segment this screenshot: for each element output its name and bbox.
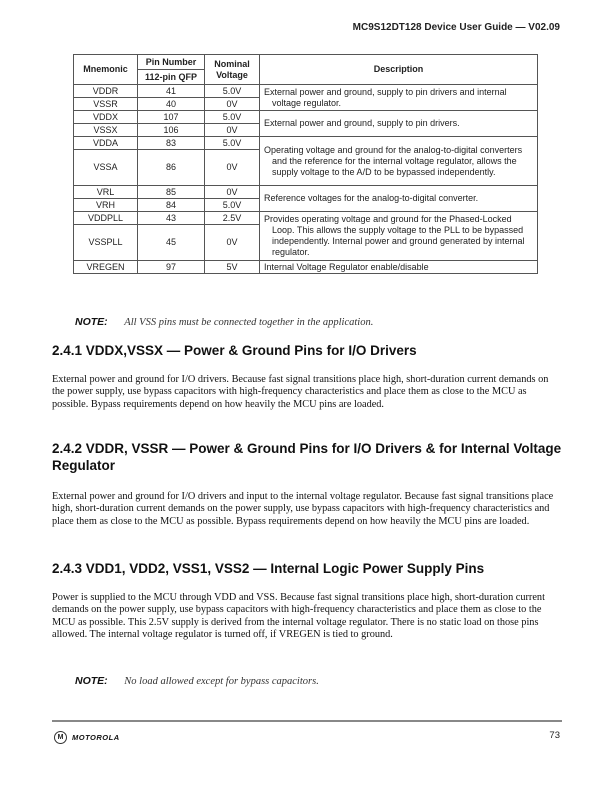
section-heading-2-4-2: 2.4.2 VDDR, VSSR — Power & Ground Pins for I/O Drivers & for Internal Voltage Regulator xyxy=(52,441,562,473)
running-header: MC9S12DT128 Device User Guide — V02.09 xyxy=(352,22,560,33)
cell-voltage: 5.0V xyxy=(205,137,260,150)
header-description: Description xyxy=(260,55,538,85)
cell-voltage: 2.5V xyxy=(205,212,260,225)
cell-voltage: 0V xyxy=(205,225,260,261)
description-text: External power and ground, supply to pin drivers and internal voltage regulator. xyxy=(264,86,507,108)
header-mnemonic: Mnemonic xyxy=(74,55,138,85)
table-row xyxy=(74,85,538,98)
description-text: Reference voltages for the analog-to-digital converter. xyxy=(264,193,479,203)
note-no-load xyxy=(75,675,319,687)
cell-mnemonic: VSSA xyxy=(74,150,138,186)
cell-voltage: 0V xyxy=(205,150,260,186)
cell-mnemonic: VDDPLL xyxy=(74,212,138,225)
note-text: All VSS pins must be connected together in the application. xyxy=(124,317,374,328)
cell-pin: 107 xyxy=(138,111,205,124)
cell-pin: 86 xyxy=(138,150,205,186)
cell-mnemonic: VDDX xyxy=(74,111,138,124)
cell-pin: 84 xyxy=(138,199,205,212)
cell-mnemonic: VDDA xyxy=(74,137,138,150)
cell-mnemonic: VRL xyxy=(74,186,138,199)
table-row xyxy=(74,137,538,150)
cell-pin: 40 xyxy=(138,98,205,111)
note-vss-pins xyxy=(75,316,373,328)
cell-description: Internal Voltage Regulator enable/disable xyxy=(260,261,538,274)
cell-description xyxy=(260,85,538,111)
table-row xyxy=(74,261,538,274)
cell-mnemonic: VSSPLL xyxy=(74,225,138,261)
power-pins-table xyxy=(73,54,538,274)
header-pin-number: Pin Number xyxy=(138,55,205,70)
description-text: Operating voltage and ground for the analog-to-digital converters and the reference for the internal voltage regulator, allows the supply voltage to the A/D to be bypassed independently. xyxy=(264,144,523,177)
cell-mnemonic: VREGEN xyxy=(74,261,138,274)
cell-voltage: 5.0V xyxy=(205,111,260,124)
section-body-2-4-3: Power is supplied to the MCU through VDD and VSS. Because fast signal transitions place high, short-duration current demands on the power supply, use bypass capacitors with high-frequency characteristics and place them as close to the MCU as possible. This 2.5V supply is derived from the internal voltage regulator. There is no static load on those pins allowed. The internal voltage regulator is turned off, if VREGEN is tied to ground. xyxy=(52,592,545,641)
section-body-2-4-1: External power and ground for I/O drivers. Because fast signal transitions place high, short-duration current demands on the power supply, use bypass capacitors with high-frequency characteristics and place them as close to the MCU as possible. Bypass requirements depend on how heavily the MCU pins are loaded. xyxy=(52,374,549,410)
section-heading-2-4-3: 2.4.3 VDD1, VDD2, VSS1, VSS2 — Internal Logic Power Supply Pins xyxy=(52,561,485,576)
cell-pin: 41 xyxy=(138,85,205,98)
footer-logo xyxy=(54,731,120,744)
cell-voltage: 0V xyxy=(205,98,260,111)
cell-description xyxy=(260,212,538,261)
footer-divider xyxy=(52,720,562,722)
cell-pin: 85 xyxy=(138,186,205,199)
cell-voltage: 5.0V xyxy=(205,199,260,212)
cell-description xyxy=(260,111,538,137)
page-number: 73 xyxy=(549,730,560,741)
cell-mnemonic: VSSR xyxy=(74,98,138,111)
note-text: No load allowed except for bypass capacitors. xyxy=(124,676,319,687)
cell-pin: 43 xyxy=(138,212,205,225)
header-pin-subtitle: 112-pin QFP xyxy=(138,70,205,85)
table-row xyxy=(74,186,538,199)
description-text: Provides operating voltage and ground for the Phased-Locked Loop. This allows the supply voltage to the PLL to be bypassed independently. Internal power and ground generated by internal regulator. xyxy=(264,214,525,257)
cell-pin: 97 xyxy=(138,261,205,274)
table-row xyxy=(74,212,538,225)
section-heading-2-4-1: 2.4.1 VDDX,VSSX — Power & Ground Pins for I/O Drivers xyxy=(52,343,417,358)
cell-voltage: 0V xyxy=(205,124,260,137)
cell-pin: 83 xyxy=(138,137,205,150)
description-text: External power and ground, supply to pin drivers. xyxy=(264,118,460,128)
cell-voltage: 5V xyxy=(205,261,260,274)
brand-name: MOTOROLA xyxy=(72,733,120,742)
header-nominal-voltage: Nominal Voltage xyxy=(205,55,260,85)
cell-description xyxy=(260,137,538,186)
cell-voltage: 5.0V xyxy=(205,85,260,98)
note-label: NOTE: xyxy=(75,316,108,328)
cell-pin: 106 xyxy=(138,124,205,137)
note-label: NOTE: xyxy=(75,675,108,687)
motorola-batwing-icon: M xyxy=(54,731,67,744)
cell-mnemonic: VSSX xyxy=(74,124,138,137)
cell-description xyxy=(260,186,538,212)
section-body-2-4-2: External power and ground for I/O drivers and input to the internal voltage regulator. Because fast signal transitions place high, short-duration current demands on the power supply, use bypass capacitors with high-frequency characteristics and place them as close to the MCU as possible. Bypass requirements depend on how heavily the MCU pins are loaded. xyxy=(52,491,554,527)
cell-mnemonic: VRH xyxy=(74,199,138,212)
cell-voltage: 0V xyxy=(205,186,260,199)
cell-mnemonic: VDDR xyxy=(74,85,138,98)
table-row xyxy=(74,111,538,124)
cell-pin: 45 xyxy=(138,225,205,261)
